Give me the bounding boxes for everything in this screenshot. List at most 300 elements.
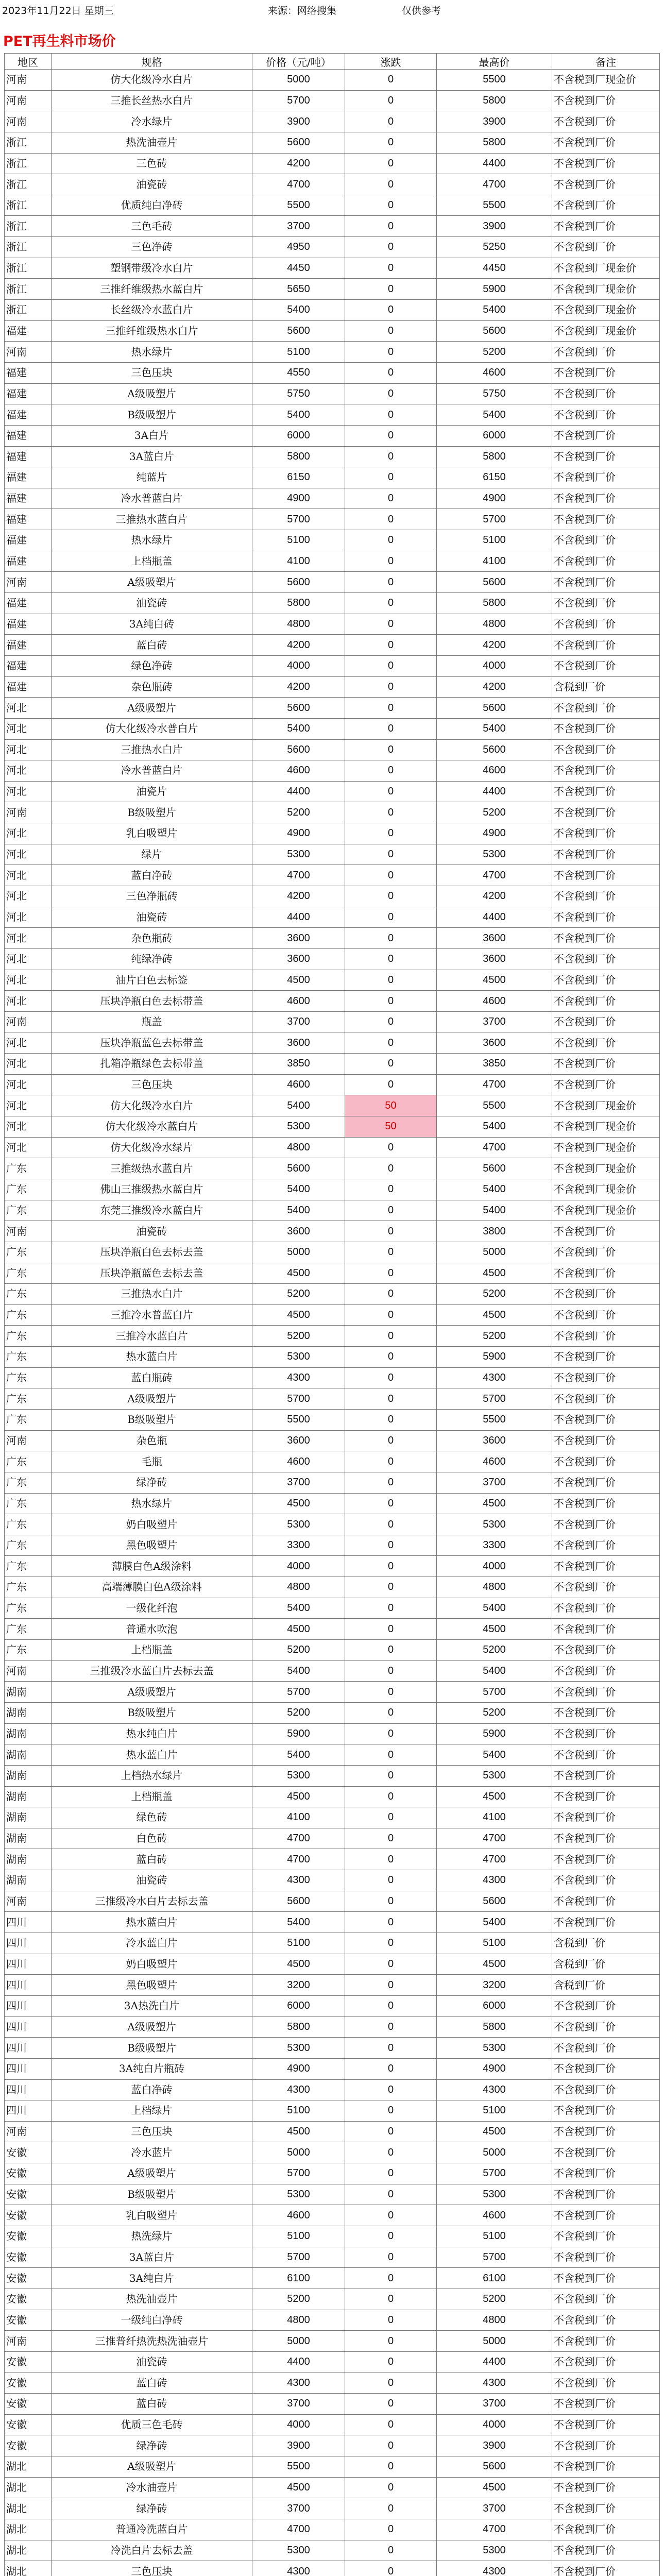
cell-max-price: 4200: [437, 886, 552, 907]
table-row: [5, 2184, 660, 2205]
cell-change: 0: [345, 991, 437, 1012]
cell-spec: A级吸塑片: [52, 698, 252, 719]
table-row: [5, 1074, 660, 1095]
cell-max-price: 4500: [437, 1786, 552, 1807]
cell-note: 不含税到厂价: [552, 1011, 660, 1032]
table-row: [5, 844, 660, 865]
cell-change: 0: [345, 1367, 437, 1388]
cell-change: 0: [345, 1347, 437, 1368]
cell-price: 5600: [252, 1158, 345, 1179]
cell-max-price: 5300: [437, 2540, 552, 2561]
cell-spec: 三推纤维级热水蓝白片: [52, 279, 252, 300]
cell-spec: 高端薄膜白色A级涂料: [52, 1577, 252, 1598]
cell-note: 不含税到厂价: [552, 1702, 660, 1723]
table-row: [5, 2079, 660, 2100]
cell-spec: 3A蓝白片: [52, 446, 252, 467]
cell-note: 不含税到厂价: [552, 1347, 660, 1368]
cell-price: 4500: [252, 1263, 345, 1284]
cell-note: 不含税到厂价: [552, 1660, 660, 1682]
cell-change: 0: [345, 698, 437, 719]
cell-price: 4900: [252, 2058, 345, 2079]
table-row: [5, 1054, 660, 1075]
cell-note: 不含税到厂价: [552, 655, 660, 676]
cell-price: 4000: [252, 1556, 345, 1577]
table-row: [5, 1849, 660, 1870]
cell-note: 不含税到厂价: [552, 1765, 660, 1786]
cell-note: 不含税到厂价: [552, 572, 660, 593]
cell-region: 安徽: [5, 2142, 52, 2163]
cell-region: 浙江: [5, 216, 52, 237]
table-row: [5, 153, 660, 174]
cell-price: 5200: [252, 1284, 345, 1305]
cell-max-price: 3900: [437, 2435, 552, 2456]
cell-spec: 杂色瓶砖: [52, 676, 252, 698]
cell-spec: 热水绿片: [52, 1493, 252, 1514]
cell-note: 含税到厂价: [552, 1954, 660, 1975]
cell-max-price: 5400: [437, 1912, 552, 1933]
table-row: [5, 655, 660, 676]
cell-note: 不含税到厂现金价: [552, 1179, 660, 1200]
cell-region: 广东: [5, 1326, 52, 1347]
cell-spec: 仿大化级冷水白片: [52, 1095, 252, 1116]
cell-region: 安徽: [5, 2289, 52, 2310]
cell-note: 不含税到厂现金价: [552, 279, 660, 300]
cell-price: 5700: [252, 1682, 345, 1703]
cell-change: 0: [345, 1954, 437, 1975]
cell-spec: 油瓷砖: [52, 174, 252, 195]
cell-region: 河南: [5, 342, 52, 363]
table-row: [5, 2561, 660, 2576]
table-row: [5, 1095, 660, 1116]
cell-region: 安徽: [5, 2226, 52, 2247]
table-row: [5, 2540, 660, 2561]
table-row: [5, 1137, 660, 1158]
cell-note: 不含税到厂价: [552, 1744, 660, 1766]
cell-price: 4300: [252, 2372, 345, 2394]
cell-max-price: 5300: [437, 2184, 552, 2205]
cell-note: 不含税到厂价: [552, 1242, 660, 1263]
cell-note: 不含税到厂价: [552, 2268, 660, 2289]
cell-change: 0: [345, 614, 437, 635]
cell-price: 5200: [252, 2289, 345, 2310]
cell-region: 四川: [5, 1954, 52, 1975]
cell-note: 不含税到厂价: [552, 2540, 660, 2561]
cell-price: 4300: [252, 2079, 345, 2100]
cell-region: 安徽: [5, 2163, 52, 2184]
cell-max-price: 4500: [437, 1493, 552, 1514]
table-row: [5, 739, 660, 760]
cell-change: 0: [345, 1702, 437, 1723]
cell-region: 广东: [5, 1514, 52, 1535]
cell-region: 湖北: [5, 2498, 52, 2519]
cell-region: 河北: [5, 1032, 52, 1054]
cell-note: 不含税到厂价: [552, 362, 660, 383]
cell-max-price: 5100: [437, 2226, 552, 2247]
cell-change: 0: [345, 1640, 437, 1661]
cell-spec: 奶白吸塑片: [52, 1514, 252, 1535]
table-row: [5, 1451, 660, 1472]
cell-note: 不含税到厂价: [552, 991, 660, 1012]
cell-change: 0: [345, 446, 437, 467]
table-row: [5, 342, 660, 363]
table-row: [5, 1870, 660, 1891]
cell-spec: 杂色瓶: [52, 1430, 252, 1451]
table-row: [5, 1388, 660, 1410]
cell-note: 不含税到厂价: [552, 1451, 660, 1472]
cell-change: 0: [345, 237, 437, 258]
cell-region: 广东: [5, 1451, 52, 1472]
cell-price: 4300: [252, 1367, 345, 1388]
cell-region: 河北: [5, 1095, 52, 1116]
cell-region: 河北: [5, 1116, 52, 1138]
cell-change: 0: [345, 2435, 437, 2456]
cell-spec: 蓝白净砖: [52, 2079, 252, 2100]
cell-spec: A级吸塑片: [52, 2163, 252, 2184]
table-row: [5, 70, 660, 91]
table-row: [5, 802, 660, 823]
cell-price: 5000: [252, 2331, 345, 2352]
table-row: [5, 237, 660, 258]
cell-price: 3200: [252, 1975, 345, 1996]
cell-max-price: 3600: [437, 948, 552, 970]
table-row: [5, 2331, 660, 2352]
cell-spec: 黑色吸塑片: [52, 1535, 252, 1556]
table-row: [5, 1702, 660, 1723]
cell-note: 不含税到厂价: [552, 844, 660, 865]
cell-price: 5500: [252, 1410, 345, 1431]
cell-note: 不含税到厂价: [552, 2058, 660, 2079]
cell-change: 0: [345, 1054, 437, 1075]
cell-region: 河南: [5, 802, 52, 823]
cell-region: 广东: [5, 1179, 52, 1200]
cell-price: 4200: [252, 886, 345, 907]
cell-note: 不含税到厂价: [552, 1723, 660, 1744]
cell-region: 湖南: [5, 1744, 52, 1766]
cell-change: 0: [345, 1619, 437, 1640]
cell-region: 河南: [5, 1430, 52, 1451]
cell-max-price: 3600: [437, 928, 552, 949]
cell-max-price: 4900: [437, 823, 552, 844]
cell-change: 0: [345, 279, 437, 300]
table-row: [5, 1744, 660, 1766]
cell-note: 不含税到厂价: [552, 2205, 660, 2226]
cell-note: 不含税到厂价: [552, 1640, 660, 1661]
cell-region: 河南: [5, 90, 52, 111]
cell-region: 安徽: [5, 2205, 52, 2226]
cell-spec: 冷水普蓝白片: [52, 488, 252, 509]
cell-region: 广东: [5, 1556, 52, 1577]
cell-spec: 绿净砖: [52, 1472, 252, 1493]
cell-note: 不含税到厂价: [552, 342, 660, 363]
cell-spec: 压块净瓶白色去标带盖: [52, 991, 252, 1012]
cell-region: 安徽: [5, 2268, 52, 2289]
cell-max-price: 4450: [437, 258, 552, 279]
cell-note: 不含税到厂价: [552, 1304, 660, 1326]
cell-change: 0: [345, 1472, 437, 1493]
cell-max-price: 4600: [437, 2205, 552, 2226]
cell-max-price: 5250: [437, 237, 552, 258]
cell-note: 不含税到厂现金价: [552, 258, 660, 279]
cell-price: 4400: [252, 781, 345, 802]
cell-change: 0: [345, 195, 437, 216]
cell-region: 河北: [5, 718, 52, 739]
cell-note: 不含税到厂价: [552, 948, 660, 970]
cell-region: 福建: [5, 425, 52, 446]
cell-region: 安徽: [5, 2394, 52, 2415]
cell-note: 不含税到厂价: [552, 614, 660, 635]
cell-max-price: 5100: [437, 2100, 552, 2122]
cell-region: 安徽: [5, 2435, 52, 2456]
cell-spec: 油瓷砖: [52, 907, 252, 928]
col-header-price: 价格（元/吨）: [252, 54, 345, 70]
table-row: [5, 1954, 660, 1975]
cell-max-price: 4500: [437, 1619, 552, 1640]
cell-max-price: 5400: [437, 1744, 552, 1766]
cell-change: 0: [345, 1514, 437, 1535]
cell-price: 4450: [252, 258, 345, 279]
cell-max-price: 5500: [437, 1095, 552, 1116]
cell-note: 不含税到厂价: [552, 2456, 660, 2478]
cell-max-price: 4100: [437, 551, 552, 572]
cell-spec: 绿色砖: [52, 1807, 252, 1828]
cell-change: 0: [345, 1242, 437, 1263]
cell-region: 河北: [5, 865, 52, 886]
table-row: [5, 1535, 660, 1556]
cell-price: 5400: [252, 300, 345, 321]
table-row: [5, 781, 660, 802]
cell-change: 0: [345, 1430, 437, 1451]
table-row: [5, 446, 660, 467]
cell-region: 湖南: [5, 1870, 52, 1891]
cell-max-price: 4200: [437, 635, 552, 656]
cell-price: 5650: [252, 279, 345, 300]
cell-change: 0: [345, 2121, 437, 2142]
cell-spec: 仿大化级冷水普白片: [52, 718, 252, 739]
cell-price: 4700: [252, 174, 345, 195]
table-row: [5, 1577, 660, 1598]
cell-change: 0: [345, 1682, 437, 1703]
cell-change: 0: [345, 2205, 437, 2226]
cell-spec: 热水纯白片: [52, 1723, 252, 1744]
table-row: [5, 2038, 660, 2059]
cell-spec: 仿大化级冷水绿片: [52, 1137, 252, 1158]
cell-max-price: 4500: [437, 970, 552, 991]
cell-price: 4500: [252, 2477, 345, 2498]
cell-change: 0: [345, 1179, 437, 1200]
table-row: [5, 132, 660, 153]
cell-region: 湖南: [5, 1765, 52, 1786]
cell-max-price: 5000: [437, 2331, 552, 2352]
cell-note: 不含税到厂价: [552, 1849, 660, 1870]
cell-max-price: 5300: [437, 1514, 552, 1535]
cell-note: 不含税到厂价: [552, 111, 660, 132]
cell-spec: 杂色瓶砖: [52, 928, 252, 949]
cell-note: 不含税到厂价: [552, 467, 660, 488]
cell-region: 福建: [5, 467, 52, 488]
table-row: [5, 886, 660, 907]
cell-note: 含税到厂价: [552, 676, 660, 698]
cell-region: 福建: [5, 655, 52, 676]
cell-price: 4950: [252, 237, 345, 258]
cell-change: 0: [345, 907, 437, 928]
cell-note: 不含税到厂价: [552, 530, 660, 551]
cell-price: 3900: [252, 111, 345, 132]
cell-max-price: 4300: [437, 2079, 552, 2100]
table-row: [5, 1304, 660, 1326]
report-disclaimer: 仅供参考: [402, 5, 441, 16]
cell-region: 安徽: [5, 2247, 52, 2268]
table-row: [5, 1786, 660, 1807]
cell-note: 不含税到厂价: [552, 802, 660, 823]
cell-change: 0: [345, 488, 437, 509]
cell-price: 4800: [252, 2310, 345, 2331]
cell-change: 0: [345, 425, 437, 446]
cell-price: 3700: [252, 2498, 345, 2519]
cell-max-price: 5800: [437, 593, 552, 614]
cell-price: 5800: [252, 446, 345, 467]
cell-region: 福建: [5, 446, 52, 467]
cell-max-price: 5400: [437, 1660, 552, 1682]
table-row: [5, 2519, 660, 2540]
cell-spec: A级吸塑片: [52, 1682, 252, 1703]
cell-note: 不含税到厂价: [552, 823, 660, 844]
cell-region: 河南: [5, 1891, 52, 1912]
cell-price: 5000: [252, 2142, 345, 2163]
cell-price: 5300: [252, 2038, 345, 2059]
cell-price: 3850: [252, 1054, 345, 1075]
cell-note: 含税到厂价: [552, 1975, 660, 1996]
cell-change: 0: [345, 802, 437, 823]
table-row: [5, 1723, 660, 1744]
cell-note: 不含税到厂价: [552, 1870, 660, 1891]
cell-note: 不含税到厂价: [552, 2372, 660, 2394]
table-row: [5, 2100, 660, 2122]
table-row: [5, 551, 660, 572]
cell-spec: 三推冷水蓝白片: [52, 1326, 252, 1347]
cell-note: 不含税到厂价: [552, 1995, 660, 2016]
cell-max-price: 5700: [437, 1682, 552, 1703]
cell-price: 4200: [252, 635, 345, 656]
cell-change: 0: [345, 2058, 437, 2079]
cell-note: 不含税到厂价: [552, 2310, 660, 2331]
table-row: [5, 2268, 660, 2289]
cell-spec: B级吸塑片: [52, 802, 252, 823]
cell-change: 0: [345, 509, 437, 530]
cell-spec: 三推热水白片: [52, 1284, 252, 1305]
cell-spec: 绿净砖: [52, 2435, 252, 2456]
cell-region: 福建: [5, 488, 52, 509]
cell-region: 湖南: [5, 1807, 52, 1828]
cell-change: 0: [345, 2414, 437, 2435]
cell-change: 0: [345, 2394, 437, 2415]
table-row: [5, 948, 660, 970]
cell-region: 湖南: [5, 1723, 52, 1744]
table-row: [5, 174, 660, 195]
cell-max-price: 5200: [437, 1326, 552, 1347]
cell-max-price: 3700: [437, 1011, 552, 1032]
cell-note: 不含税到厂价: [552, 2414, 660, 2435]
cell-price: 5800: [252, 593, 345, 614]
cell-change: 0: [345, 1326, 437, 1347]
cell-price: 5400: [252, 1179, 345, 1200]
cell-spec: 压块净瓶蓝色去标带盖: [52, 1032, 252, 1054]
table-header-row: [5, 54, 660, 70]
cell-max-price: 5600: [437, 320, 552, 342]
cell-note: 不含税到厂价: [552, 2247, 660, 2268]
cell-price: 5200: [252, 1702, 345, 1723]
cell-max-price: 4800: [437, 2310, 552, 2331]
cell-region: 河北: [5, 970, 52, 991]
cell-price: 5700: [252, 509, 345, 530]
cell-note: 不含税到厂价: [552, 1577, 660, 1598]
cell-note: 不含税到厂价: [552, 2226, 660, 2247]
cell-region: 广东: [5, 1388, 52, 1410]
cell-change: 0: [345, 90, 437, 111]
cell-max-price: 3800: [437, 1221, 552, 1242]
cell-price: 5700: [252, 1388, 345, 1410]
cell-spec: 三推热水蓝白片: [52, 509, 252, 530]
cell-change: 0: [345, 1304, 437, 1326]
table-row: [5, 1347, 660, 1368]
cell-max-price: 4400: [437, 2351, 552, 2372]
cell-note: 不含税到厂价: [552, 2498, 660, 2519]
cell-region: 福建: [5, 362, 52, 383]
cell-spec: 长丝级冷水蓝白片: [52, 300, 252, 321]
cell-change: 0: [345, 1451, 437, 1472]
cell-price: 3700: [252, 2394, 345, 2415]
cell-note: 不含税到厂价: [552, 195, 660, 216]
cell-max-price: 5700: [437, 1388, 552, 1410]
cell-spec: 压块净瓶白色去标去盖: [52, 1242, 252, 1263]
cell-region: 四川: [5, 1995, 52, 2016]
cell-spec: 冷水绿片: [52, 111, 252, 132]
cell-note: 不含税到厂价: [552, 739, 660, 760]
cell-region: 河南: [5, 1221, 52, 1242]
cell-price: 5100: [252, 530, 345, 551]
cell-region: 河南: [5, 1660, 52, 1682]
cell-change: 0: [345, 174, 437, 195]
cell-price: 3600: [252, 948, 345, 970]
table-row: [5, 1682, 660, 1703]
cell-spec: B级吸塑片: [52, 2038, 252, 2059]
cell-price: 5200: [252, 1326, 345, 1347]
cell-max-price: 3900: [437, 216, 552, 237]
cell-region: 安徽: [5, 2184, 52, 2205]
cell-max-price: 4500: [437, 1954, 552, 1975]
cell-region: 安徽: [5, 2414, 52, 2435]
cell-spec: B级吸塑片: [52, 1702, 252, 1723]
cell-spec: 蓝白砖: [52, 2372, 252, 2394]
cell-max-price: 6150: [437, 467, 552, 488]
cell-spec: 油瓷砖: [52, 2351, 252, 2372]
cell-change: 0: [345, 948, 437, 970]
cell-max-price: 4700: [437, 1074, 552, 1095]
cell-spec: 三色净瓶砖: [52, 886, 252, 907]
cell-region: 广东: [5, 1263, 52, 1284]
table-row: [5, 1556, 660, 1577]
cell-price: 4400: [252, 907, 345, 928]
cell-note: 不含税到厂价: [552, 488, 660, 509]
table-row: [5, 1765, 660, 1786]
cell-price: 4100: [252, 1807, 345, 1828]
cell-price: 5500: [252, 2456, 345, 2478]
cell-region: 河北: [5, 928, 52, 949]
cell-change: 50: [345, 1095, 437, 1116]
cell-note: 不含税到厂价: [552, 1514, 660, 1535]
cell-spec: 3A纯白砖: [52, 614, 252, 635]
cell-change: 0: [345, 216, 437, 237]
table-row: [5, 195, 660, 216]
